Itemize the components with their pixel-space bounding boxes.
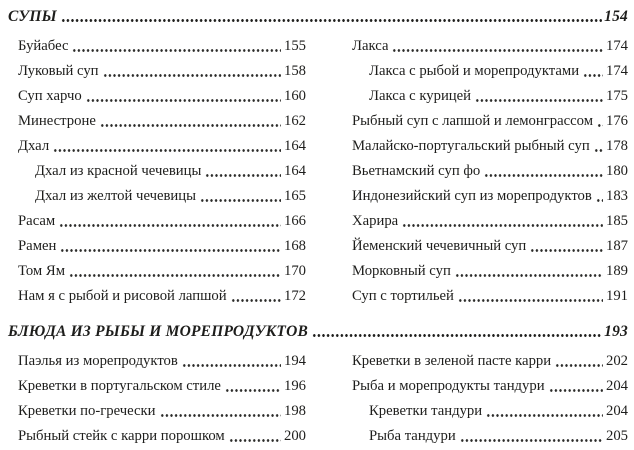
entry-page-number: 198 <box>283 403 306 419</box>
toc-entry[interactable] <box>18 59 306 84</box>
section-page-number: 193 <box>604 323 628 340</box>
dotted-leader <box>549 374 603 399</box>
entry-title: Суп с тортильей <box>352 288 454 304</box>
entry-page-number: 175 <box>605 88 628 104</box>
toc-entry[interactable] <box>18 84 306 109</box>
entry-title: Йеменский чечевичный суп <box>352 238 527 254</box>
entry-title: Харира <box>352 213 399 229</box>
dotted-leader <box>597 109 603 134</box>
entry-title: Индонезийский суп из морепродуктов <box>352 188 592 204</box>
entry-title: Паэлья из морепродуктов <box>18 353 178 369</box>
entry-page-number: 164 <box>283 138 306 154</box>
entry-page-number: 205 <box>605 428 628 444</box>
section-title: СУПЫ <box>8 8 57 25</box>
toc-entry[interactable] <box>18 184 306 209</box>
entry-title: Дхал из красной чечевицы <box>35 163 202 179</box>
toc-entry[interactable] <box>352 134 628 159</box>
dotted-leader <box>475 84 603 109</box>
dotted-leader <box>86 84 281 109</box>
entry-title: Рыбный стейк с карри порошком <box>18 428 225 444</box>
dotted-leader <box>200 184 281 209</box>
toc-entry[interactable] <box>18 284 306 309</box>
entry-title: Малайско-португальский рыбный суп <box>352 138 590 154</box>
entry-title: Буйабес <box>18 38 69 54</box>
toc-column-left <box>18 349 306 449</box>
dotted-leader <box>53 134 281 159</box>
entry-page-number: 162 <box>283 113 306 129</box>
toc-entry[interactable] <box>352 109 628 134</box>
entry-page-number: 168 <box>283 238 306 254</box>
dotted-leader <box>61 7 602 27</box>
dotted-leader <box>205 159 281 184</box>
entry-page-number: 178 <box>605 138 628 154</box>
entry-title: Расам <box>18 213 56 229</box>
toc-column-right <box>352 349 628 449</box>
entry-title: Креветки по-гречески <box>18 403 156 419</box>
toc-section <box>8 322 628 449</box>
toc-entry[interactable] <box>352 59 628 84</box>
dotted-leader <box>455 259 603 284</box>
entry-page-number: 172 <box>283 288 306 304</box>
dotted-leader <box>69 259 281 284</box>
entry-page-number: 164 <box>283 163 306 179</box>
entry-title: Морковный суп <box>352 263 451 279</box>
entry-title: Дхал из желтой чечевицы <box>35 188 197 204</box>
toc-entry[interactable] <box>18 374 306 399</box>
entry-title: Креветки в португальском стиле <box>18 378 221 394</box>
toc-entry[interactable] <box>352 84 628 109</box>
dotted-leader <box>60 234 281 259</box>
dotted-leader <box>103 59 281 84</box>
toc-entry[interactable] <box>18 34 306 59</box>
toc-entry[interactable] <box>18 134 306 159</box>
entry-title: Креветки в зеленой пасте карри <box>352 353 552 369</box>
toc-entry[interactable] <box>18 349 306 374</box>
entry-title: Лакса с курицей <box>369 88 472 104</box>
toc-entry[interactable] <box>352 234 628 259</box>
entry-page-number: 191 <box>605 288 628 304</box>
entry-title: Дхал <box>18 138 50 154</box>
toc-entry[interactable] <box>352 259 628 284</box>
entry-title: Лакса <box>352 38 389 54</box>
entry-title: Рыбный суп с лапшой и лемонграссом <box>352 113 594 129</box>
toc-entry[interactable] <box>18 424 306 449</box>
toc-column-right <box>352 34 628 309</box>
dotted-leader <box>594 134 603 159</box>
toc-entry[interactable] <box>18 159 306 184</box>
toc-entry[interactable] <box>352 424 628 449</box>
entry-page-number: 170 <box>283 263 306 279</box>
entry-title: Нам я с рыбой и рисовой лапшой <box>18 288 227 304</box>
dotted-leader <box>160 399 281 424</box>
toc-entry[interactable] <box>18 259 306 284</box>
section-columns <box>18 349 628 449</box>
toc-entry[interactable] <box>18 209 306 234</box>
entry-page-number: 187 <box>605 238 628 254</box>
dotted-leader <box>312 322 602 342</box>
entry-page-number: 204 <box>605 378 628 394</box>
entry-title: Суп харчо <box>18 88 82 104</box>
dotted-leader <box>225 374 281 399</box>
entry-title: Минестроне <box>18 113 96 129</box>
toc-entry[interactable] <box>352 184 628 209</box>
entry-page-number: 185 <box>605 213 628 229</box>
dotted-leader <box>458 284 603 309</box>
dotted-leader <box>460 424 603 449</box>
entry-title: Лакса с рыбой и морепродуктами <box>369 63 580 79</box>
entry-page-number: 183 <box>605 188 628 204</box>
entry-title: Креветки тандури <box>369 403 483 419</box>
entry-page-number: 158 <box>283 63 306 79</box>
dotted-leader <box>402 209 603 234</box>
section-title: БЛЮДА ИЗ РЫБЫ И МОРЕПРОДУКТОВ <box>8 323 309 340</box>
entry-title: Луковый суп <box>18 63 99 79</box>
toc-entry[interactable] <box>18 399 306 424</box>
entry-title: Том Ям <box>18 263 65 279</box>
section-page-number: 154 <box>604 8 628 25</box>
toc-entry[interactable] <box>352 34 628 59</box>
dotted-leader <box>484 159 603 184</box>
entry-page-number: 189 <box>605 263 628 279</box>
entry-page-number: 176 <box>605 113 628 129</box>
dotted-leader <box>72 34 280 59</box>
entry-page-number: 194 <box>283 353 306 369</box>
dotted-leader <box>231 284 281 309</box>
entry-page-number: 174 <box>605 63 628 79</box>
toc-entry[interactable] <box>352 349 628 374</box>
dotted-leader <box>530 234 603 259</box>
entry-page-number: 155 <box>283 38 306 54</box>
entry-title: Рамен <box>18 238 57 254</box>
toc-column-left <box>18 34 306 309</box>
entry-page-number: 174 <box>605 38 628 54</box>
dotted-leader <box>583 59 603 84</box>
toc-entry[interactable] <box>352 159 628 184</box>
dotted-leader <box>229 424 281 449</box>
toc-entry[interactable] <box>18 234 306 259</box>
entry-page-number: 166 <box>283 213 306 229</box>
entry-title: Рыба и морепродукты тандури <box>352 378 545 394</box>
toc-entry[interactable] <box>352 284 628 309</box>
entry-title: Вьетнамский суп фо <box>352 163 481 179</box>
table-of-contents <box>8 7 628 449</box>
dotted-leader <box>486 399 603 424</box>
entry-page-number: 165 <box>283 188 306 204</box>
toc-entry[interactable] <box>18 109 306 134</box>
section-heading-row[interactable] <box>8 322 628 342</box>
dotted-leader <box>59 209 281 234</box>
entry-page-number: 160 <box>283 88 306 104</box>
dotted-leader <box>100 109 281 134</box>
dotted-leader <box>555 349 603 374</box>
dotted-leader <box>392 34 603 59</box>
entry-page-number: 200 <box>283 428 306 444</box>
section-heading-row[interactable] <box>8 7 628 27</box>
entry-page-number: 204 <box>605 403 628 419</box>
entry-title: Рыба тандури <box>369 428 456 444</box>
toc-entry[interactable] <box>352 374 628 399</box>
dotted-leader <box>596 184 603 209</box>
entry-page-number: 196 <box>283 378 306 394</box>
entry-page-number: 180 <box>605 163 628 179</box>
dotted-leader <box>182 349 281 374</box>
entry-page-number: 202 <box>605 353 628 369</box>
section-divider-gap <box>8 309 628 322</box>
toc-entry[interactable] <box>352 209 628 234</box>
toc-entry[interactable] <box>352 399 628 424</box>
toc-section <box>8 7 628 309</box>
section-columns <box>18 34 628 309</box>
